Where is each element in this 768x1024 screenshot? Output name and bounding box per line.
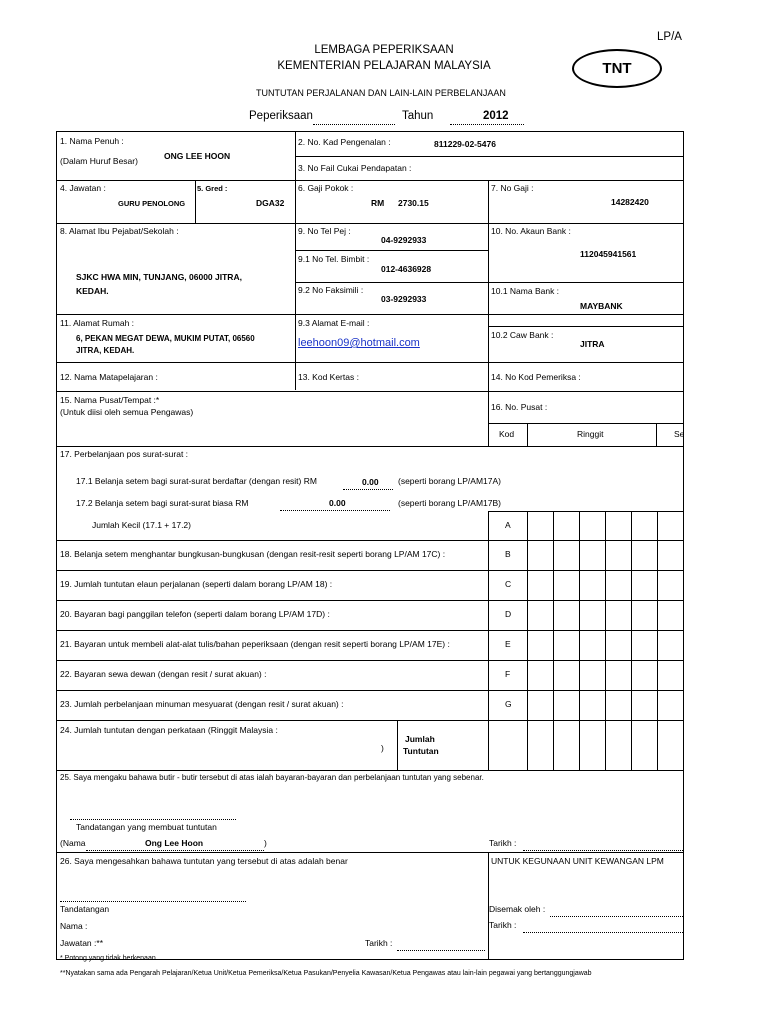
jumlah-kecil: Jumlah Kecil (17.1 + 17.2) [92,520,191,530]
col-ringgit: Ringgit [577,429,604,439]
grid-line [56,223,683,224]
jawatan-value[interactable]: GURU PENOLONG [118,199,186,208]
telpej-value[interactable]: 04-9292933 [381,235,427,245]
verifier-tarikh-line [397,950,485,951]
grid-line [488,326,683,327]
alamat-pej-line2[interactable]: KEDAH. [76,286,109,296]
pos-label: 17. Perbelanjaan pos surat-surat : [60,449,189,459]
signature-line [70,819,236,820]
bimbit-value[interactable]: 012-4636928 [381,264,432,274]
org-name-1: LEMBAGA PEPERIKSAAN [314,44,454,56]
verifier-jawatan-label: Jawatan :** [60,938,103,948]
email-value[interactable]: leehoon09@hotmail.com [298,337,420,349]
grid-line [488,511,683,512]
footnote-1: * Potong yang tidak berkenaan. [60,955,158,962]
verifier-nama-label: Nama : [60,921,88,931]
table-border-left [56,131,57,960]
grid-line [56,314,683,315]
pusat-sub: (Untuk diisi oleh semua Pengawas) [60,407,194,417]
disemak-tarikh-line [523,932,683,933]
namabank-value[interactable]: MAYBANK [580,301,623,311]
rumah-line1[interactable]: 6, PEKAN MEGAT DEWA, MUKIM PUTAT, 06560 [76,334,255,343]
tahun-line [450,124,524,125]
form-subtitle: TUNTUTAN PERJALANAN DAN LAIN-LAIN PERBELANJAAN [256,88,506,98]
nogaji-label: 7. No Gaji : [491,183,534,193]
tahun-label: Tahun [402,110,434,122]
grid-line [656,423,657,446]
form-code: LP/A [657,31,682,43]
peperiksaan-line [313,124,395,125]
nama-sub: (Dalam Huruf Besar) [60,156,138,166]
rumah-line2[interactable]: JITRA, KEDAH. [76,346,135,355]
grid-line [295,282,683,283]
row-18: 18. Belanja setem menghantar bungkusan-bungkusan (dengan resit-resit seperti borang LP/AM 17C) : [60,549,446,559]
grid-line [56,660,683,661]
row-20: 20. Bayaran bagi panggilan telefon (seperti dalam borang LP/AM 17D) : [60,609,330,619]
gaji-rm: RM [371,198,385,208]
grid-line [605,511,606,770]
namabank-label: 10.1 Nama Bank : [491,286,560,296]
tandatangan-buat: Tandatangan yang membuat tuntutan [76,822,217,832]
grid-line [56,720,683,721]
cukai-label: 3. No Fail Cukai Pendapatan : [298,163,412,173]
nogaji-value[interactable]: 14282420 [611,197,649,207]
row-24: 24. Jumlah tuntutan dengan perkataan (Ringgit Malaysia : [60,725,278,735]
code-g: G [505,699,512,709]
nopusat-label: 16. No. Pusat : [491,402,548,412]
grid-line [56,630,683,631]
verifier-signature-line [60,901,246,902]
rumah-label: 11. Alamat Rumah : [60,318,135,328]
grid-line [56,852,683,853]
declarant-name[interactable]: Ong Lee Hoon [145,838,204,848]
p171-value[interactable]: 0.00 [362,477,379,487]
peperiksaan-label: Peperiksaan [249,110,313,122]
row-22: 22. Bayaran sewa dewan (dengan resit / surat akuan) : [60,669,267,679]
disemak-line [550,916,683,917]
jumlah-label-2: Tuntutan [403,746,439,756]
jumlah-label-1: Jumlah [405,734,435,744]
grid-line [488,423,683,424]
p172-value[interactable]: 0.00 [329,498,346,508]
declaration-25: 25. Saya mengaku bahawa butir - butir tersebut di atas ialah bayaran-bayaran dan perbelanjaan tuntutan yang sebenar. [60,773,484,782]
nama-label: 1. Nama Penuh : [60,136,124,146]
disemak-label: Disemak oleh : [489,904,546,914]
grid-line [56,446,683,447]
kp-label: 2. No. Kad Pengenalan : [298,137,391,147]
caw-label: 10.2 Caw Bank : [491,330,554,340]
gaji-value[interactable]: 2730.15 [398,198,429,208]
table-border-top [56,131,683,132]
code-a: A [505,520,511,530]
grid-line [295,131,296,390]
grid-line [527,423,528,446]
grid-line [56,770,683,771]
caw-value[interactable]: JITRA [580,339,605,349]
faks-value[interactable]: 03-9292933 [381,294,427,304]
row-24-close: ) [381,743,384,753]
pemeriksa-label: 14. No Kod Pemeriksa : [491,372,581,382]
code-b: B [505,549,511,559]
alamat-pej-line1[interactable]: SJKC HWA MIN, TUNJANG, 06000 JITRA, [76,272,242,282]
email-label: 9.3 Alamat E-mail : [298,318,370,328]
grid-line [553,511,554,770]
grid-line [527,511,528,770]
akaun-value[interactable]: 112045941561 [580,249,637,259]
akaun-label: 10. No. Akaun Bank : [491,226,571,236]
col-kod: Kod [499,429,515,439]
row-19: 19. Jumlah tuntutan elaun perjalanan (seperti dalam borang LP/AM 18) : [60,579,333,589]
grid-line [195,180,196,223]
code-d: D [505,609,512,619]
p171-line [343,489,393,490]
pusat-label: 15. Nama Pusat/Tempat :* [60,395,160,405]
p172-ref: (seperti borang LP/AM17B) [398,498,501,508]
faks-label: 9.2 No Faksimili : [298,285,364,295]
tarikh-label: Tarikh : [489,838,517,848]
row-23: 23. Jumlah perbelanjaan minuman mesyuarat (dengan resit / surat akuan) : [60,699,344,709]
grid-line [56,362,683,363]
bimbit-label: 9.1 No Tel. Bimbit : [298,254,370,264]
grid-line [56,690,683,691]
grid-line [56,570,683,571]
tnt-badge: TNT [572,49,662,88]
tahun-value[interactable]: 2012 [483,110,509,122]
kewangan-label: UNTUK KEGUNAAN UNIT KEWANGAN LPM [491,856,664,866]
kertas-label: 13. Kod Kertas : [298,372,359,382]
telpej-label: 9. No Tel Pej : [298,226,351,236]
grid-line [295,156,683,157]
grid-line [488,180,489,446]
grid-line [397,720,398,770]
p172-line [280,510,390,511]
nama-open: (Nama [60,838,86,848]
grid-line [579,511,580,770]
mata-label: 12. Nama Matapelajaran : [60,372,158,382]
disemak-tarikh-label: Tarikh : [489,920,517,930]
grid-line [631,511,632,770]
declaration-26: 26. Saya mengesahkan bahawa tuntutan yang tersebut di atas adalah benar [60,856,348,866]
nama-close: ) [264,838,267,848]
gred-label: 5. Gred : [197,184,228,193]
p172-label: 17.2 Belanja setem bagi surat-surat biasa RM [76,498,249,508]
grid-line [657,511,658,770]
gred-value[interactable]: DGA32 [256,198,285,208]
verifier-tarikh-label: Tarikh : [365,938,393,948]
grid-line [488,511,489,770]
code-e: E [505,639,511,649]
nama-value[interactable]: ONG LEE HOON [164,151,231,161]
col-sen: Se [674,429,685,439]
grid-line [56,540,683,541]
p171-ref: (seperti borang LP/AM17A) [398,476,501,486]
p171-label: 17.1 Belanja setem bagi surat-surat berdaftar (dengan resit) RM [76,476,317,486]
grid-line [295,250,488,251]
tarikh-line [523,850,683,851]
grid-line [56,180,683,181]
gaji-label: 6. Gaji Pokok : [298,183,354,193]
org-name-2: KEMENTERIAN PELAJARAN MALAYSIA [277,60,491,72]
table-border-right [683,131,684,960]
alamat-pej-label: 8. Alamat Ibu Pejabat/Sekolah : [60,226,179,236]
code-c: C [505,579,512,589]
row-21: 21. Bayaran untuk membeli alat-alat tulis/bahan peperiksaan (dengan resit seperti borang LP/AM 17E) : [60,639,450,649]
code-f: F [505,669,511,679]
jawatan-label: 4. Jawatan : [60,183,106,193]
grid-line [56,600,683,601]
kp-value[interactable]: 811229-02-5476 [434,139,496,149]
tandatangan-label: Tandatangan [60,904,110,914]
name-line [86,850,264,851]
grid-line [56,391,683,392]
footnote-2: **Nyatakan sama ada Pengarah Pelajaran/Ketua Unit/Ketua Pemeriksa/Ketua Pasukan/Penyelia Kawasan/Ketua Pengawas atau lain-lain pegawai yang bertanggungjawab [60,970,592,977]
